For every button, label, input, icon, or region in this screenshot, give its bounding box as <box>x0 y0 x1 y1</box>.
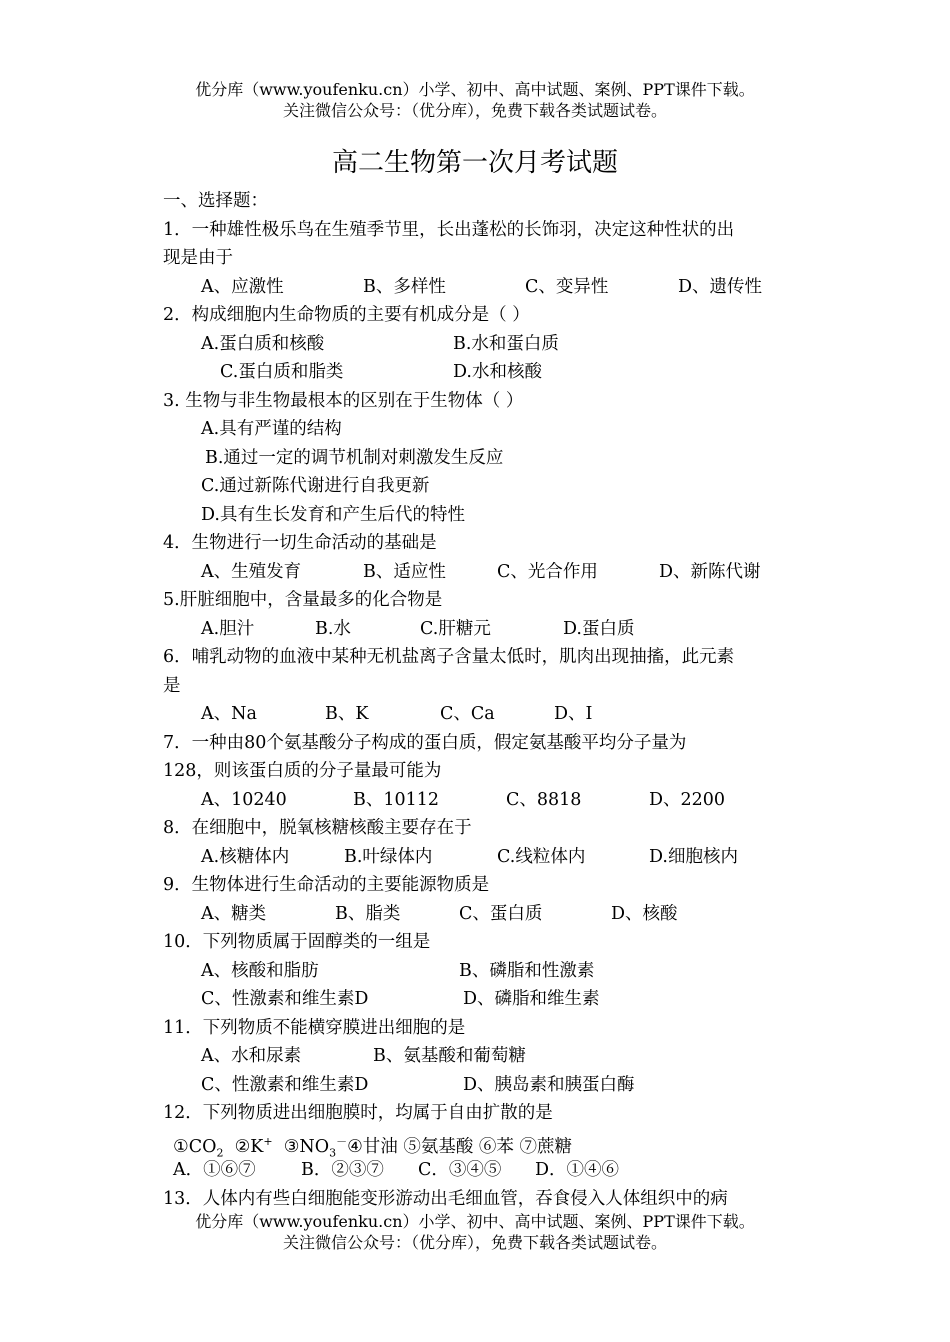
option-c: C.蛋白质和脂类 <box>220 362 344 382</box>
question-6-options <box>163 700 793 729</box>
question-6-stem-cont: 是 <box>163 675 181 696</box>
option-d: D、I <box>554 704 593 724</box>
question-2-options-row1 <box>163 330 793 359</box>
question-11-options-row1 <box>163 1042 793 1071</box>
option-b: B、10112 <box>353 789 440 810</box>
question-2-options-row2 <box>163 358 793 387</box>
question-12-stem: 12．下列物质进出细胞膜时，均属于自由扩散的是 <box>163 1103 553 1123</box>
question-6-stem: 6．哺乳动物的血液中某种无机盐离子含量太低时，肌肉出现抽搐，此元素 <box>163 647 735 667</box>
option-d: D.蛋白质 <box>563 618 635 639</box>
question-8-stem: 8．在细胞中，脱氧核糖核酸主要存在于 <box>163 818 472 838</box>
item-list: $①CO_2$ ②K+ $③NO_3^-④$甘油 ⑤氨基酸 ⑥苯 ⑦蔗糖 <box>173 1134 572 1159</box>
option-c: C、光合作用 <box>497 561 598 582</box>
question-1-stem-cont: 现是由于 <box>163 248 233 268</box>
option-c: C.通过新陈代谢进行自我更新 <box>201 476 430 496</box>
option-d: D.水和核酸 <box>453 362 542 382</box>
option-d: D、新陈代谢 <box>659 561 761 582</box>
option-b: B．②③⑦ <box>301 1160 384 1180</box>
option-c: C、性激素和维生素D <box>201 1074 369 1095</box>
option-d: D、核酸 <box>611 903 678 924</box>
option-d: D、遗传性 <box>678 276 763 297</box>
option-c: C、性激素和维生素D <box>201 989 369 1009</box>
option-d: D．①④⑥ <box>535 1160 620 1180</box>
option-d: D、2200 <box>649 789 726 810</box>
option-d: D、胰岛素和胰蛋白酶 <box>463 1074 635 1095</box>
footer-wechat-note: 关注微信公众号：（优分库），免费下载各类试题试卷。 <box>282 1233 667 1252</box>
question-list <box>163 187 793 1213</box>
option-c: C、Ca <box>440 704 495 724</box>
option-b: B.水 <box>315 618 351 639</box>
question-11-options-row2 <box>163 1071 793 1100</box>
option-b: B.通过一定的调节机制对刺激发生反应 <box>205 447 504 468</box>
option-a: A.核糖体内 <box>201 846 290 867</box>
question-9-stem: 9．生物体进行生命活动的主要能源物质是 <box>163 875 490 895</box>
question-4-options <box>163 558 793 587</box>
option-c: C、变异性 <box>525 276 609 297</box>
question-10-options-row1 <box>163 957 793 986</box>
question-3-stem: 3. 生物与非生物最根本的区别在于生物体（ ） <box>163 390 524 411</box>
option-c: C．③④⑤ <box>418 1160 502 1180</box>
option-b: B.叶绿体内 <box>344 846 433 867</box>
question-9-options <box>163 900 793 929</box>
option-a: A.胆汁 <box>201 618 255 639</box>
section-heading: 一、选择题： <box>163 191 268 211</box>
option-a: A．①⑥⑦ <box>173 1160 256 1180</box>
option-b: B.水和蛋白质 <box>453 333 559 354</box>
option-b: B、多样性 <box>363 276 446 297</box>
option-b: B、氨基酸和葡萄糖 <box>373 1046 526 1066</box>
question-10-options-row2 <box>163 985 793 1014</box>
option-a: A、生殖发育 <box>201 561 302 582</box>
page-title: 高二生物第一次月考试题 <box>331 148 618 178</box>
option-a: A、水和尿素 <box>201 1046 302 1066</box>
option-a: A.蛋白质和核酸 <box>201 333 325 354</box>
option-a: A.具有严谨的结构 <box>201 419 342 439</box>
question-5-stem: 5.肝脏细胞中，含量最多的化合物是 <box>163 590 443 610</box>
question-7-stem-cont: 128，则该蛋白质的分子量最可能为 <box>163 761 442 781</box>
question-3-option-b <box>163 444 793 473</box>
option-b: B、磷脂和性激素 <box>459 960 595 981</box>
question-1-options <box>163 273 793 302</box>
option-a: A、Na <box>201 704 257 724</box>
option-c: C、8818 <box>506 789 582 810</box>
question-3-option-a <box>163 415 793 444</box>
question-2-stem: 2．构成细胞内生命物质的主要有机成分是（ ） <box>163 305 530 325</box>
option-c: C、蛋白质 <box>459 903 543 924</box>
option-a: A、应激性 <box>201 276 284 297</box>
question-12-options <box>163 1156 793 1185</box>
option-c: C.肝糖元 <box>420 618 491 639</box>
option-b: B、脂类 <box>335 903 401 924</box>
question-7-options <box>163 786 793 815</box>
question-5-options <box>163 615 793 644</box>
question-10-stem: 10．下列物质属于固醇类的一组是 <box>163 932 431 952</box>
option-b: B、适应性 <box>363 561 446 582</box>
question-11-stem: 11．下列物质不能横穿膜进出细胞的是 <box>163 1017 466 1038</box>
option-d: D.具有生长发育和产生后代的特性 <box>201 504 465 525</box>
footer-site-note: 优分库（www.youfenku.cn）小学、初中、高中试题、案例、PPT课件下载。 <box>195 1212 755 1231</box>
question-13-stem: 13．人体内有些白细胞能变形游动出毛细血管，吞食侵入人体组织中的病 <box>163 1188 728 1209</box>
question-3-option-d <box>163 501 793 530</box>
question-12-items <box>163 1128 793 1157</box>
option-d: D、磷脂和维生素 <box>463 989 600 1009</box>
option-c: C.线粒体内 <box>497 846 586 867</box>
header-site-note: 优分库（www.youfenku.cn）小学、初中、高中试题、案例、PPT课件下载。 <box>195 80 755 99</box>
option-b: B、K <box>325 704 369 724</box>
header-wechat-note: 关注微信公众号：（优分库），免费下载各类试题试卷。 <box>282 101 667 120</box>
option-a: A、10240 <box>201 789 287 810</box>
question-3-option-c <box>163 472 793 501</box>
question-8-options <box>163 843 793 872</box>
option-a: A、糖类 <box>201 903 267 924</box>
question-4-stem: 4．生物进行一切生命活动的基础是 <box>163 533 437 553</box>
option-d: D.细胞核内 <box>649 846 738 867</box>
option-a: A、核酸和脂肪 <box>201 960 319 981</box>
question-7-stem: 7．一种由80个氨基酸分子构成的蛋白质，假定氨基酸平均分子量为 <box>163 732 687 753</box>
question-1-stem: 1．一种雄性极乐鸟在生殖季节里，长出蓬松的长饰羽，决定这种性状的出 <box>163 219 735 240</box>
